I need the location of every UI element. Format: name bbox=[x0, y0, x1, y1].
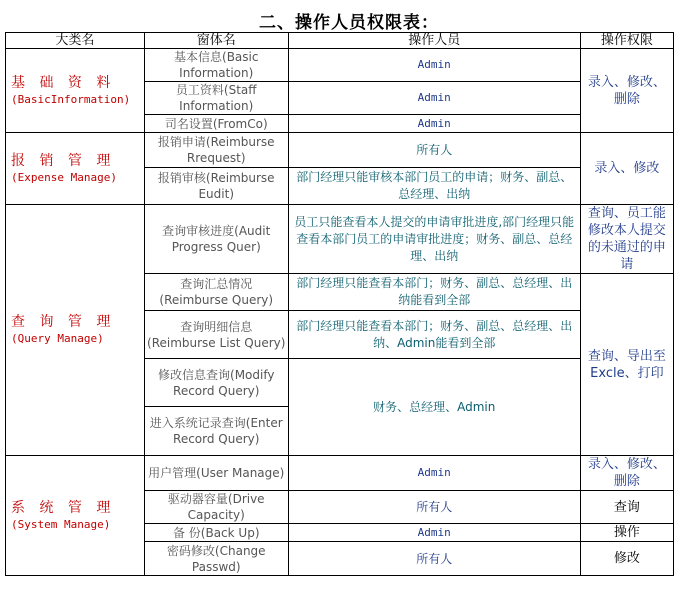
window-name: 进入系统记录查询(Enter Record Query) bbox=[144, 407, 288, 456]
permission-cell: 查询、员工能修改本人提交的未通过的申请 bbox=[580, 205, 673, 274]
table-row bbox=[6, 133, 674, 168]
category-name: 报 销 管 理 bbox=[11, 152, 116, 169]
operator-cell: Admin bbox=[288, 524, 580, 542]
window-name: 司名设置(FromCo) bbox=[144, 115, 288, 133]
category-name-en: (System Manage) bbox=[11, 517, 111, 531]
header-permission: 操作权限 bbox=[580, 33, 673, 49]
permission-cell: 查询 bbox=[580, 491, 673, 524]
window-name: 驱动器容量(Drive Capacity) bbox=[144, 491, 288, 524]
window-name: 用户管理(User Manage) bbox=[144, 456, 288, 491]
operator-cell: Admin bbox=[288, 456, 580, 491]
window-name: 报销审核(Reimburse Eudit) bbox=[144, 168, 288, 205]
window-name: 员工资料(Staff Information) bbox=[144, 82, 288, 115]
category-query bbox=[6, 205, 145, 456]
permission-cell: 录入、修改、删除 bbox=[580, 456, 673, 491]
operator-cell: 部门经理只能审核本部门员工的申请；财务、副总、总经理、出纳 bbox=[288, 168, 580, 205]
category-name-en: (BasicInformation) bbox=[11, 92, 131, 106]
window-name: 备 份(Back Up) bbox=[144, 524, 288, 542]
permission-cell: 修改 bbox=[580, 542, 673, 576]
window-name: 密码修改(Change Passwd) bbox=[144, 542, 288, 576]
operator-cell: 所有人 bbox=[288, 542, 580, 576]
operator-cell: Admin bbox=[288, 82, 580, 115]
category-name-en: (Expense Manage) bbox=[11, 170, 117, 184]
category-name: 系 统 管 理 bbox=[11, 499, 116, 516]
category-basic bbox=[6, 49, 145, 133]
operator-cell: 所有人 bbox=[288, 133, 580, 168]
page-title: 二、操作人员权限表： bbox=[259, 13, 439, 33]
window-name: 报销申请(Reimburse Rrequest) bbox=[144, 133, 288, 168]
window-name: 修改信息查询(Modify Record Query) bbox=[144, 359, 288, 407]
table-row bbox=[6, 456, 674, 491]
permissions-table bbox=[5, 32, 674, 576]
header-category: 大类名 bbox=[6, 33, 145, 49]
window-name: 查询明细信息(Reimburse List Query) bbox=[144, 311, 288, 359]
window-name: 查询汇总情况(Reimburse Query) bbox=[144, 274, 288, 311]
header-operator: 操作人员 bbox=[288, 33, 580, 49]
operator-cell: Admin bbox=[288, 115, 580, 133]
window-name: 基本信息(Basic Information) bbox=[144, 49, 288, 82]
operator-cell: 所有人 bbox=[288, 491, 580, 524]
category-expense bbox=[6, 133, 145, 205]
operator-cell: 员工只能查看本人提交的申请审批进度,部门经理只能查看本部门员工的申请审批进度；财务、副总、总经理、出纳 bbox=[288, 205, 580, 274]
operator-cell: 部门经理只能查看本部门；财务、副总、总经理、出纳、Admin能看到全部 bbox=[288, 311, 580, 359]
category-name: 查 询 管 理 bbox=[11, 314, 116, 330]
permission-cell: 录入、修改、删除 bbox=[580, 49, 673, 133]
operator-cell: Admin bbox=[288, 49, 580, 82]
operator-cell: 财务、总经理、Admin bbox=[288, 359, 580, 456]
permission-cell: 操作 bbox=[580, 524, 673, 542]
permission-cell: 查询、导出至Excle、打印 bbox=[580, 274, 673, 456]
table-header-row bbox=[6, 33, 674, 49]
window-name: 查询审核进度(Audit Progress Quer) bbox=[144, 205, 288, 274]
category-system bbox=[6, 456, 145, 576]
category-name: 基 础 资 料 bbox=[11, 74, 116, 91]
table-row bbox=[6, 205, 674, 274]
header-window: 窗体名 bbox=[144, 33, 288, 49]
category-name-en: (Query Manage) bbox=[11, 332, 104, 345]
permission-cell: 录入、修改 bbox=[580, 133, 673, 205]
operator-cell: 部门经理只能查看本部门；财务、副总、总经理、出纳能看到全部 bbox=[288, 274, 580, 311]
table-row bbox=[6, 49, 674, 82]
